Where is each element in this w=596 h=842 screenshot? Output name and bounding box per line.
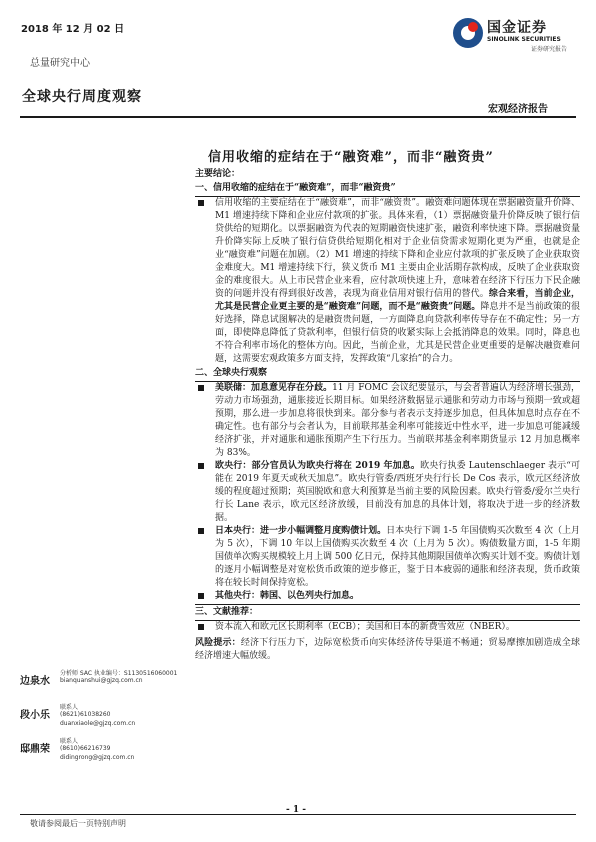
logo-name-en: SINOLINK SECURITIES (487, 36, 561, 43)
logo-mark-icon (453, 18, 483, 48)
analyst-name: 段小乐 (20, 710, 50, 721)
footer-disclaimer: 敬请参阅最后一页特别声明 (30, 819, 126, 828)
analyst-card (20, 736, 190, 764)
analyst-email: didingrong@gjzq.com.cn (60, 754, 135, 761)
analyst-name: 邸鼎荣 (20, 744, 50, 755)
fed-lead: 美联储：加息意见存在分歧。 (215, 383, 333, 393)
boj-lead: 日本央行：进一步小幅调整月度购债计划。 (215, 526, 387, 536)
headline: 信用收缩的症结在于“融资难”，而非“融资贵” (208, 150, 494, 165)
fed-paragraph (195, 382, 580, 460)
analyst-list (20, 668, 190, 770)
bullet-square-icon (198, 463, 204, 469)
analyst-email: bianquanshui@gjzq.com.cn (60, 677, 143, 684)
page-number: - 1 - (286, 805, 306, 815)
risk-text: 经济下行压力下，边际宽松货币向实体经济传导渠道不畅通；贸易摩擦加剧造成全球经济增速大幅放缓。 (195, 638, 580, 661)
literature-text: 资本流入和欧元区长期利率（ECB）；美国和日本的新费雪效应（NBER）。 (215, 622, 515, 632)
analyst-name: 边泉水 (20, 676, 50, 687)
section1-intro: 信用收缩的主要症结在于“融资难”，而非“融资贵”。融资难问题体现在票据融资量升价降、M1 增速持续下降和企业应付款项的扩张。具体来看，（1）票据融资量升价降反映了银行信贷供给的短期化。以票据融资为代表的短期融资快速扩张，融资利率快速下降。票据融资量升价降实际上反映了银行信贷供给短期化相对于企业信贷需求短期化更为严重，也就是企业“融资难”问题在加剧。（2）M1 增速的持续下降和企业应付款项的扩张反映了企业获取资金难度大。M1 增速持续下行，狭义货币 M1 主要由企业活期存款构成，反映了企业获取资金的难度很大。从上市民营企业来看，应付款项快速上升，意味着在经济下行压力下民企融资的问题并没有得到很好改善，表现为商业信用对银行信用的替代。 (215, 198, 580, 299)
section1-paragraph (195, 197, 580, 366)
fed-text: 11 月 FOMC 会议纪要显示，与会者普遍认为经济增长强劲，劳动力市场强劲，通胀接近长期目标。如果经济数据显示通胀和劳动力市场与预期一致或超预期，那么进一步加息将很快到来。部分参与者表示支持逐步加息，但具体加息时点存在不确定性。也有部分与会者认为，目前联邦基金利率可能接近中性水平，进一步加息可能减缓经济扩张，并对通胀和通胀预期产生下行压力。当前联邦基金利率期货显示 12 月加息概率为 83%。 (215, 383, 580, 458)
logo-subtitle: 证券研究报告 (531, 46, 568, 53)
report-title: 全球央行周度观察 (22, 89, 142, 105)
analyst-card (20, 702, 190, 730)
risk-paragraph (195, 637, 580, 663)
other-cb-text: 其他央行：韩国、以色列央行加息。 (215, 591, 360, 601)
section1-heading: 一、信用收缩的症结在于“融资难”，而非“融资贵” (195, 182, 580, 197)
section2-heading: 二、全球央行观察 (195, 367, 580, 382)
analyst-card (20, 668, 190, 696)
analyst-phone: (8610)66216739 (60, 745, 111, 752)
ecb-paragraph (195, 460, 580, 525)
bullet-square-icon (198, 385, 204, 391)
report-body (195, 167, 580, 663)
analyst-role: 联系人 (60, 704, 79, 711)
logo-name-cn: 国金证券 (487, 20, 547, 36)
ecb-lead: 欧央行：部分官员认为欧央行将在 2019 年加息。 (215, 461, 421, 471)
boj-paragraph (195, 525, 580, 590)
bullet-square-icon (198, 528, 204, 534)
literature-paragraph (195, 621, 580, 634)
bullet-square-icon (198, 200, 204, 206)
bullet-square-icon (198, 593, 204, 599)
section3-heading: 三、文献推荐： (195, 606, 580, 621)
report-type: 宏观经济报告 (488, 104, 548, 115)
analyst-role: 联系人 (60, 738, 79, 745)
summary-heading: 主要结论： (195, 169, 241, 179)
department: 总量研究中心 (30, 58, 90, 69)
risk-label: 风险提示： (195, 638, 241, 648)
footer-divider (20, 814, 576, 815)
ecb-text: 欧央行执委 Lautenschlaeger 表示“可能在 2019 年夏天或秋天加息”。欧央行管委/西班牙央行行长 De Cos 表示，欧元区经济放缓的程度超过预期；英国脱欧和意大利预算是当前主要的风险因素。欧央行管委/爱尔兰央行行长 Lane 表示，欧元区经济放缓，目前没有加息的具体计划，将取决于进一步的经济数据。 (215, 461, 580, 523)
analyst-phone: (8621)61038260 (60, 711, 111, 718)
header-divider (20, 116, 576, 118)
bullet-square-icon (198, 624, 204, 630)
analyst-role: 分析师 SAC 执业编号：S1130516060001 (60, 670, 178, 677)
analyst-email: duanxiaole@gjzq.com.cn (60, 720, 136, 727)
section1-conclusion: 综合来看，当前企业，尤其是民营企业更主要的是“融资难”问题，而不是“融资贵”问题。 (215, 289, 580, 312)
other-cb-paragraph (195, 590, 580, 605)
section1-tail: 降息并不是当前政策的很好选择，降息试图解决的是融资贵问题，一方面降息向贷款利率传导存在不确定性；另一方面，即使降息降低了贷款利率，但银行信贷的收紧实际上会抵消降息的效果。同时，降息也不符合利率市场化的整体方向。因此，当前企业，尤其是民营企业更重要的是解决融资难问题，这需要宏观政策多方面支持，发挥政策“几家抬”的合力。 (215, 302, 580, 364)
report-date: 2018 年 12 月 02 日 (21, 24, 125, 35)
boj-text: 日本央行下调 1-5 年国债购买次数至 4 次（上月为 5 次），下调 10 年以上国债购买次数至 4 次（上月为 5 次）。购债数量方面，1-5 年期国债单次购买规模较上月上调 500 亿日元，保持其他期限国债单次购买计划不变。购债计划的逐月小幅调整是对宽松货币政策的逆步修正，鉴于日本疲弱的通胀和经济表现，货币政策将在较长时间保持宽松。 (215, 526, 580, 588)
